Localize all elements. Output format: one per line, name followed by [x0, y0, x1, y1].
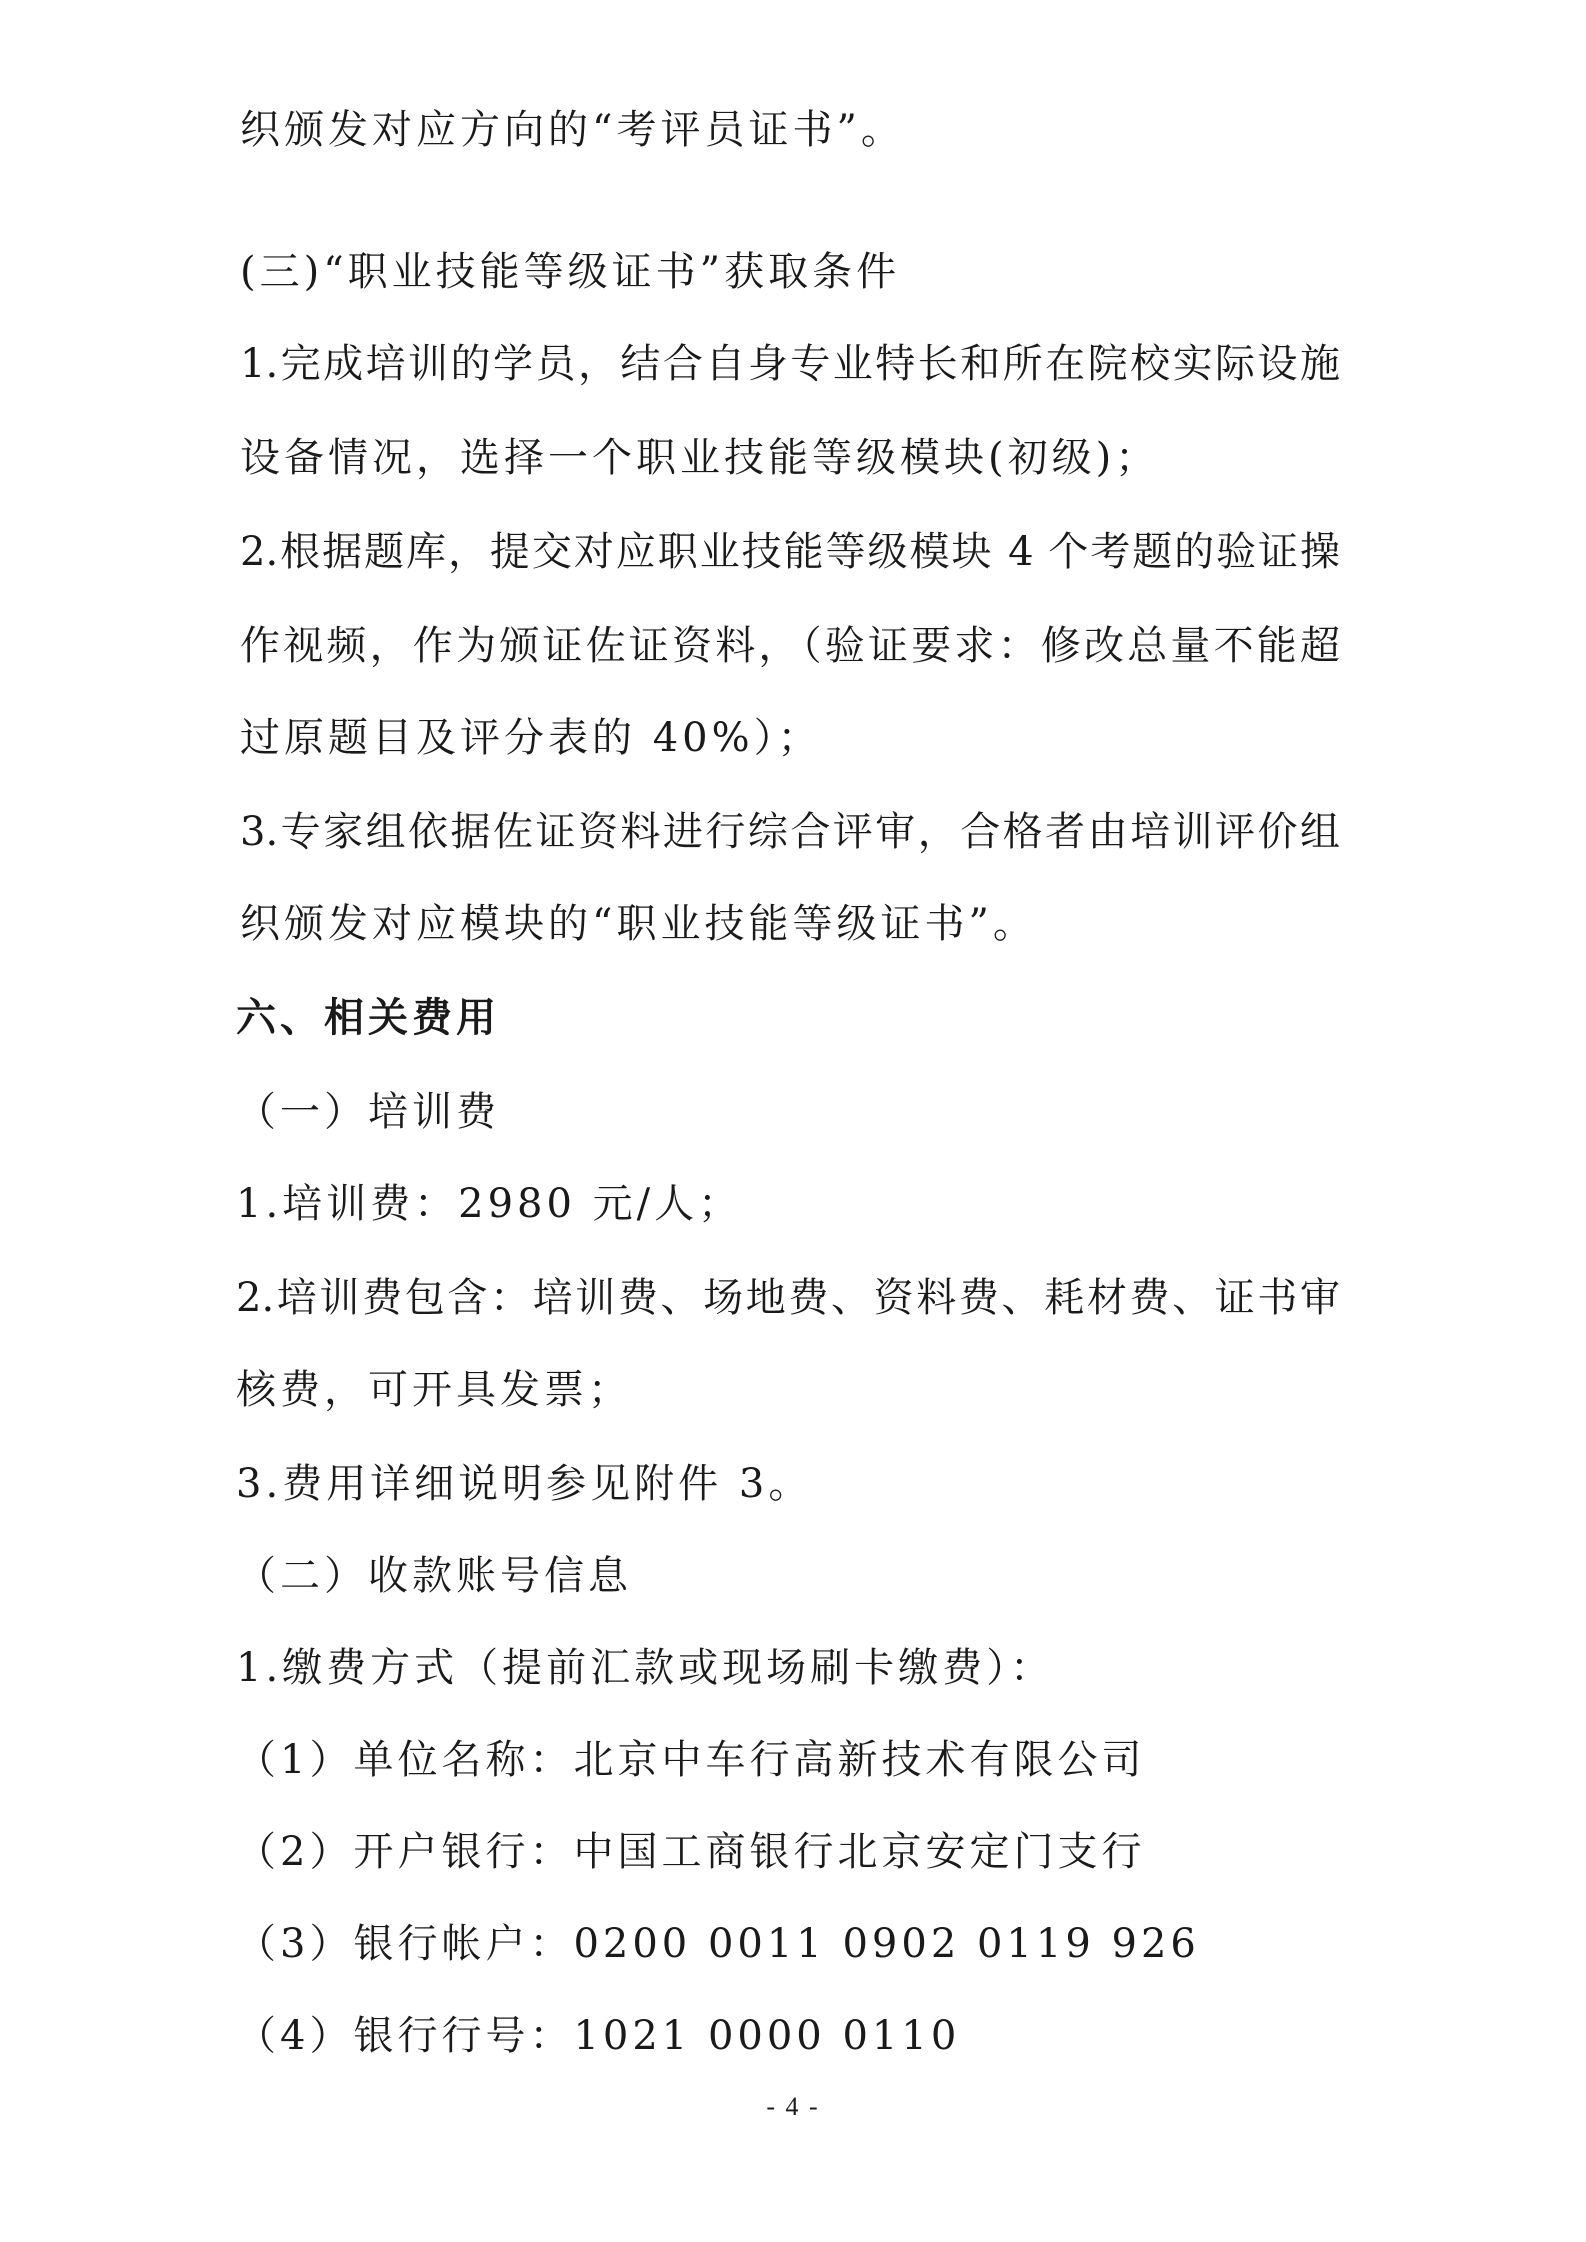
body-text-line: 1.缴费方式（提前汇款或现场刷卡缴费）： [236, 1645, 1055, 1691]
account-info-line: （3）银行帐户：0200 0011 0902 0119 926 [236, 1921, 1200, 1967]
subsection-heading: （一）培训费 [236, 1089, 500, 1135]
body-text-line: 织颁发对应模块的“职业技能等级证书”。 [240, 901, 1037, 947]
account-info-line: （1）单位名称：北京中车行高新技术有限公司 [236, 1737, 1146, 1783]
subsection-heading: (三)“职业技能等级证书”获取条件 [240, 249, 901, 295]
body-text-line: 设备情况，选择一个职业技能等级模块(初级)； [240, 435, 1160, 481]
body-text-line: 织颁发对应方向的“考评员证书”。 [240, 107, 905, 153]
body-text-line: 2.培训费包含：培训费、场地费、资料费、耗材费、证书审 [236, 1275, 1340, 1321]
body-text-line: 1.完成培训的学员，结合自身专业特长和所在院校实际设施 [240, 341, 1340, 387]
body-text-line: 3.费用详细说明参见附件 3。 [236, 1461, 813, 1507]
body-text-line: 作视频，作为颁证佐证资料，（验证要求：修改总量不能超 [240, 623, 1340, 669]
account-info-line: （4）银行行号：1021 0000 0110 [236, 2013, 961, 2059]
account-info-line: （2）开户银行：中国工商银行北京安定门支行 [236, 1829, 1146, 1875]
body-text-line: 1.培训费：2980 元/人； [236, 1181, 743, 1227]
subsection-heading: （二）收款账号信息 [236, 1553, 632, 1599]
body-text-line: 3.专家组依据佐证资料进行综合评审，合格者由培训评价组 [240, 809, 1340, 855]
section-heading: 六、相关费用 [236, 995, 500, 1041]
body-text-line: 核费，可开具发票； [236, 1367, 632, 1413]
body-text-line: 2.根据题库，提交对应职业技能等级模块 4 个考题的验证操 [240, 529, 1340, 575]
body-text-line: 过原题目及评分表的 40%）； [240, 715, 822, 761]
page-number: - 4 - [766, 2092, 820, 2121]
